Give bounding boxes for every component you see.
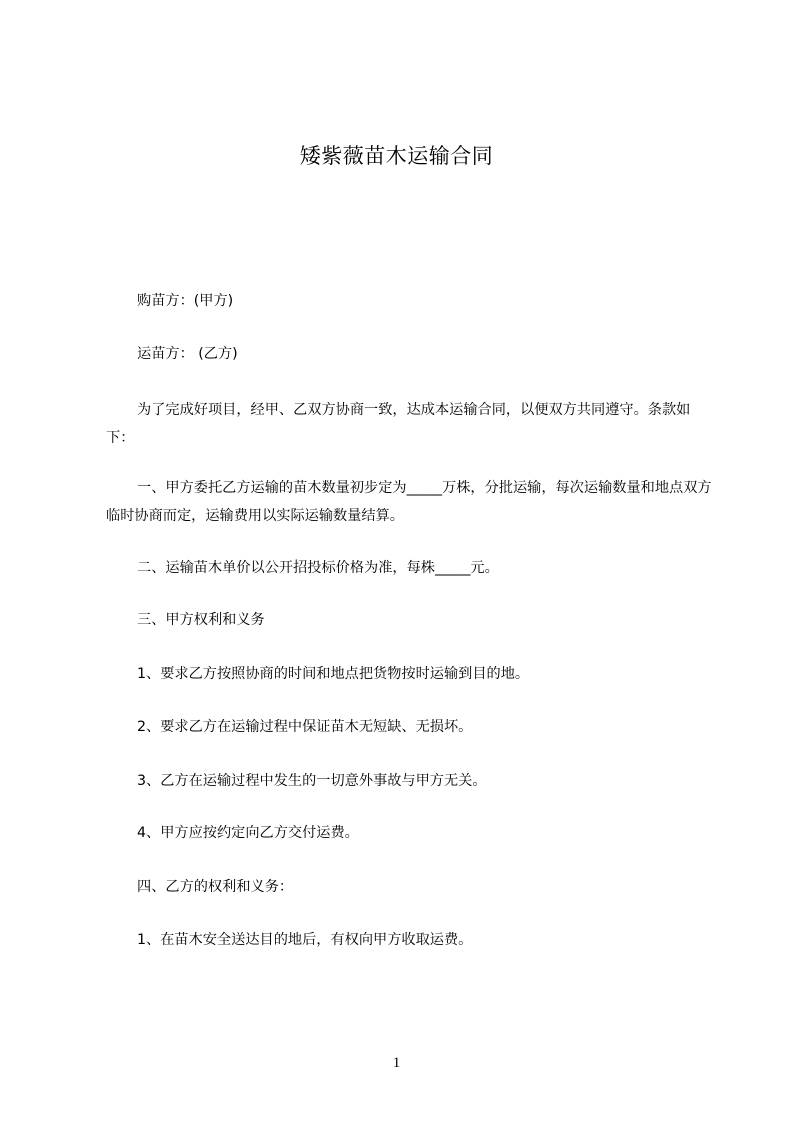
clause-4-heading: 四、乙方的权利和义务：: [137, 879, 294, 895]
clause-1-quantity: 一、甲方委托乙方运输的苗木数量初步定为_____万株，分批运输，每次运输数量和地点双方临时协商而定，运输费用以实际运输数量结算。: [106, 480, 712, 524]
transporter-party-line: 运苗方： (乙方): [137, 346, 238, 362]
clause-3-item-4: 4、甲方应按约定向乙方交付运费。: [137, 825, 359, 841]
buyer-party-line: 购苗方：(甲方): [137, 293, 234, 309]
clause-4-item-1: 1、在苗木安全送达目的地后，有权向甲方收取运费。: [137, 932, 473, 948]
clause-3-item-3: 3、乙方在运输过程中发生的一切意外事故与甲方无关。: [137, 773, 487, 789]
clause-3-item-2: 2、要求乙方在运输过程中保证苗木无短缺、无损坏。: [137, 719, 473, 735]
clause-3-item-1: 1、要求乙方按照协商的时间和地点把货物按时运输到目的地。: [137, 666, 530, 682]
preamble-paragraph: 为了完成好项目，经甲、乙双方协商一致，达成本运输合同，以便双方共同遵守。条款如下：: [106, 402, 691, 446]
clause-3-heading: 三、甲方权利和义务: [137, 612, 265, 628]
page-number: 1: [392, 1055, 401, 1071]
clause-2-price: 二、运输苗木单价以公开招投标价格为准，每株_____元。: [137, 560, 499, 576]
contract-title: 矮紫薇苗木运输合同: [299, 144, 494, 168]
